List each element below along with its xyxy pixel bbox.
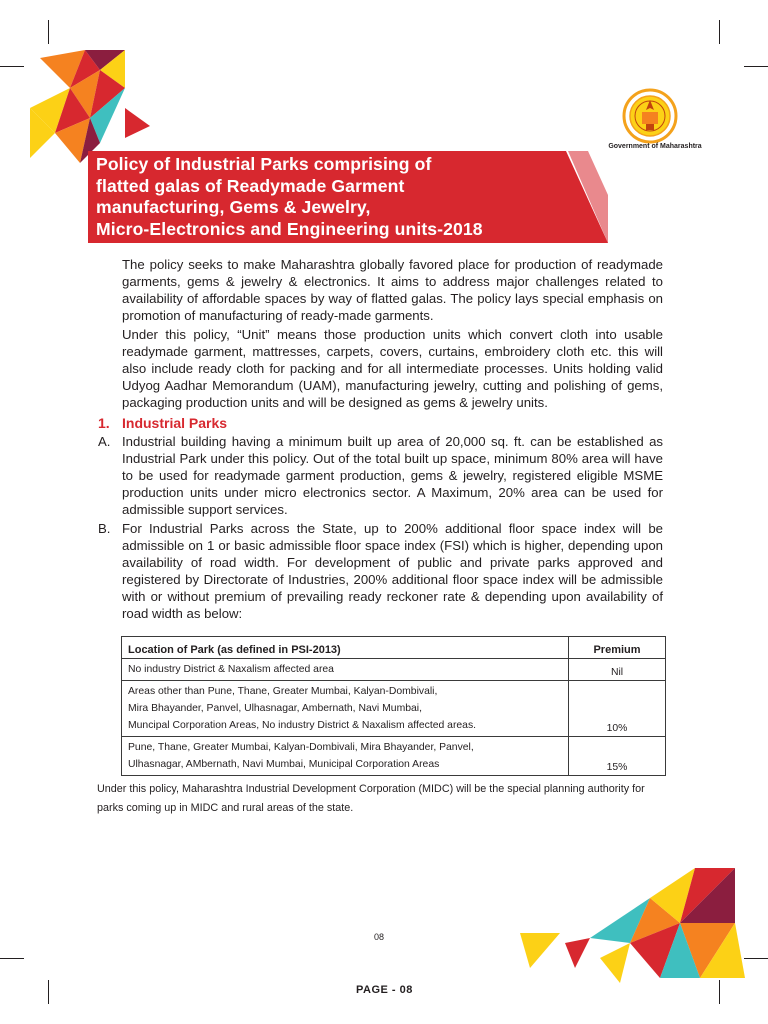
table-header: Location of Park (as defined in PSI-2013) — [122, 637, 569, 659]
table-cell-location — [122, 737, 569, 776]
crop-mark — [48, 20, 49, 44]
table-cell-line: Muncipal Corporation Areas, No industry District & Naxalism affected areas. — [128, 720, 477, 731]
table-cell-line: Areas other than Pune, Thane, Greater Mumbai, Kalyan-Dombivali, — [128, 686, 438, 697]
maharashtra-emblem-icon — [622, 88, 678, 144]
table-cell-premium: 10% — [569, 681, 666, 737]
page-title — [96, 154, 576, 240]
table-cell-line: Mira Bhayander, Panvel, Ulhasnagar, Ambernath, Navi Mumbai, — [128, 703, 422, 714]
title-line: manufacturing, Gems & Jewelry, — [96, 197, 371, 217]
crop-mark — [0, 66, 24, 67]
item-a-text: Industrial building having a minimum built up area of 20,000 sq. ft. can be established as Industrial Park under this policy. Out of the total built up space, minimum 80% area will have to be used for readymade garment production, gems & jewelry, registered eligible MSME production units under micro electronics sector. A Maximum, 20% area can be used for admissible support services. — [122, 434, 663, 517]
table-row — [122, 659, 666, 681]
item-b-text: For Industrial Parks across the State, up to 200% additional floor space index will be admissible on 1 or basic admissible floor space index (FSI) which is higher, depending upon availability of road width. For development of public and private parks approved and registered by Directorate of Industries, 200% additional floor space index will be admissible with or without premium of prevailing ready reckoner rate & depending upon availability of road width as below: — [122, 521, 663, 621]
crop-mark — [48, 980, 49, 1004]
page-footer-label: PAGE - 08 — [356, 984, 413, 996]
title-line: flatted galas of Readymade Garment — [96, 175, 405, 196]
table-row — [122, 681, 666, 737]
section-title: Industrial Parks — [122, 415, 228, 431]
decorative-triangles-bottom-right — [520, 868, 750, 988]
table-cell-line: Pune, Thane, Greater Mumbai, Kalyan-Dombivali, Mira Bhayander, Panvel, — [128, 742, 474, 753]
table-cell-premium: 15% — [569, 737, 666, 776]
crop-mark — [0, 958, 24, 959]
page-number: 08 — [374, 932, 385, 942]
table-cell-line: Ulhasnagar, AMbernath, Navi Mumbai, Municipal Corporation Areas — [128, 759, 440, 770]
section-number: 1. — [98, 415, 110, 431]
table-cell-location — [122, 659, 569, 681]
table-header-row — [122, 637, 666, 659]
table-header: Premium — [569, 637, 666, 659]
intro-paragraph-2: Under this policy, “Unit” means those production units which convert cloth into usable readymade garment, mattresses, carpets, covers, curtains, embroidery cloth etc. this will also include ready cloth for packing and for all intermediate processes. Units holding valid Udyog Aadhar Memorandum (UAM), manufacturing jewelry, cutting and polishing of gems, packaging production units and will be designed as gems & jewelry units. — [122, 327, 663, 410]
crop-mark — [744, 66, 768, 67]
table-row — [122, 737, 666, 776]
title-line: Policy of Industrial Parks comprising of — [96, 154, 432, 174]
government-label: Government of Maharashtra — [608, 143, 702, 150]
section-heading — [98, 415, 227, 431]
table-cell-line: No industry District & Naxalism affected area — [128, 664, 334, 675]
decorative-triangles-top-left — [30, 48, 155, 168]
item-letter-b: B. — [98, 521, 111, 536]
crop-mark — [719, 20, 720, 44]
premium-table — [121, 636, 666, 776]
title-line: Micro-Electronics and Engineering units-2018 — [96, 218, 483, 239]
table-cell-premium: Nil — [569, 659, 666, 681]
intro-paragraph-1: The policy seeks to make Maharashtra globally favored place for production of readymade garments, gems & jewelry & electronics. It aims to address major challenges related to availability of affordable spaces by way of flatted galas. The policy lays special emphasis on promotion of manufacturing of ready-made garments. — [122, 257, 663, 323]
item-letter-a: A. — [98, 434, 111, 449]
midc-note: Under this policy, Maharashtra Industrial Development Corporation (MIDC) will be the special planning authority for parks coming up in MIDC and rural areas of the state. — [97, 783, 645, 814]
table-cell-location — [122, 681, 569, 737]
